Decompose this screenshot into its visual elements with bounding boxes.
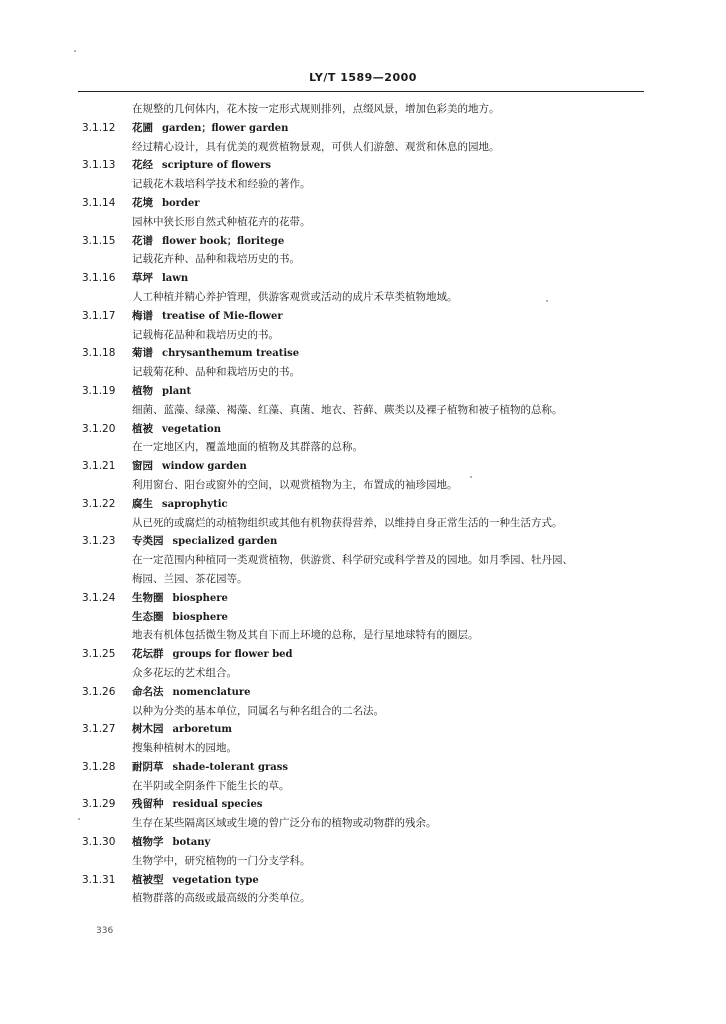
clause-number: 3.1.29 xyxy=(82,798,116,811)
term-english: garden；flower garden xyxy=(162,122,289,134)
term-label xyxy=(132,532,277,552)
scan-speck xyxy=(470,476,472,478)
definition-line xyxy=(0,250,726,269)
definition-text: 生物学中，研究植物的一门分支学科。 xyxy=(132,854,311,867)
definition-text: 在一定范围内种植同一类观赏植物，供游赏、科学研究或科学普及的园地。如月季园、牡丹园、 xyxy=(132,554,573,567)
term-english: biosphere xyxy=(172,611,228,623)
term-heading-line xyxy=(0,683,726,702)
term-heading-line xyxy=(0,420,726,439)
scan-speck xyxy=(74,50,76,52)
clause-number: 3.1.30 xyxy=(82,836,116,849)
term-chinese: 生物圈 xyxy=(132,591,164,604)
scan-speck xyxy=(78,818,80,820)
term-chinese: 花经 xyxy=(132,159,153,172)
definition-text: 细菌、蓝藻、绿藻、褐藻、红藻、真菌、地衣、苔藓、蕨类以及裸子植物和被子植物的总称。 xyxy=(132,403,563,416)
definition-text: 梅园、兰园、茶花园等。 xyxy=(132,572,248,585)
definition-line xyxy=(0,664,726,683)
term-label xyxy=(132,119,288,139)
clause-number: 3.1.28 xyxy=(82,760,116,773)
term-label xyxy=(132,795,262,815)
term-chinese: 花圃 xyxy=(132,121,153,134)
definition-text: 生存在某些隔离区域或生境的曾广泛分布的植物或动物群的残余。 xyxy=(132,817,437,830)
definition-text: 记载花木栽培科学技术和经验的著作。 xyxy=(132,178,311,191)
clause-number: 3.1.17 xyxy=(82,309,116,322)
definition-line xyxy=(0,739,726,758)
term-english: arboretum xyxy=(172,724,233,736)
definition-text: 在半阴或全阴条件下能生长的草。 xyxy=(132,779,290,792)
term-label xyxy=(132,382,191,402)
definition-text: 植物群落的高级或最高级的分类单位。 xyxy=(132,892,311,905)
term-chinese: 草坪 xyxy=(132,272,153,285)
term-chinese: 菊谱 xyxy=(132,347,153,360)
term-heading-line xyxy=(0,194,726,213)
term-heading-line xyxy=(0,645,726,664)
term-heading-line xyxy=(0,344,726,363)
term-heading-line xyxy=(0,269,726,288)
definition-text: 以种为分类的基本单位，同属名与种名组合的二名法。 xyxy=(132,704,384,717)
definition-line xyxy=(0,401,726,420)
term-heading-line xyxy=(0,758,726,777)
term-chinese: 生态圈 xyxy=(132,610,164,623)
term-english: lawn xyxy=(162,273,189,285)
term-english: chrysanthemum treatise xyxy=(162,348,300,360)
term-label xyxy=(132,307,283,327)
term-label xyxy=(132,833,210,853)
definition-text: 记载梅花品种和栽培历史的书。 xyxy=(132,328,279,341)
term-english: residual species xyxy=(172,799,263,811)
definition-line xyxy=(0,514,726,533)
term-chinese: 花坛群 xyxy=(132,648,164,661)
term-heading-line xyxy=(0,720,726,739)
term-english: window garden xyxy=(162,461,247,473)
definition-text: 从已死的或腐烂的动植物组织或其他有机物获得营养，以维持自身正常生活的一种生活方式。 xyxy=(132,516,563,529)
term-label xyxy=(132,758,288,778)
clause-number: 3.1.23 xyxy=(82,535,116,548)
definition-text: 在规整的几何体内，花木按一定形式规则排列，点缀风景，增加色彩美的地方。 xyxy=(132,103,500,115)
term-chinese: 专类园 xyxy=(132,535,164,548)
definition-line xyxy=(0,551,726,570)
term-label xyxy=(132,344,299,364)
clause-number: 3.1.20 xyxy=(82,422,116,435)
term-heading-line xyxy=(0,589,726,608)
term-chinese: 梅谱 xyxy=(132,309,153,322)
term-heading-line xyxy=(0,457,726,476)
definition-line xyxy=(0,570,726,589)
term-heading-line xyxy=(0,119,726,138)
term-english: saprophytic xyxy=(162,498,228,510)
term-heading-line xyxy=(0,232,726,251)
definition-text: 搜集种植树木的园地。 xyxy=(132,742,237,755)
definition-line xyxy=(0,702,726,721)
clause-number: 3.1.12 xyxy=(82,121,116,134)
definition-text: 众多花坛的艺术组合。 xyxy=(132,666,237,679)
term-english: flower book；floritege xyxy=(162,235,285,247)
term-heading-line xyxy=(0,833,726,852)
clause-number: 3.1.25 xyxy=(82,648,116,661)
term-english: border xyxy=(162,197,200,209)
term-chinese: 耐阴草 xyxy=(132,760,164,773)
term-label xyxy=(132,683,251,703)
term-chinese: 腐生 xyxy=(132,497,153,510)
definition-text: 园林中狭长形自然式种植花卉的花带。 xyxy=(132,215,311,228)
definition-line xyxy=(0,814,726,833)
clause-number: 3.1.18 xyxy=(82,347,116,360)
term-chinese: 植物学 xyxy=(132,836,164,849)
term-label xyxy=(132,871,259,891)
definition-line xyxy=(0,175,726,194)
term-english: biosphere xyxy=(172,592,228,604)
clause-number: 3.1.24 xyxy=(82,591,116,604)
term-english: vegetation xyxy=(162,423,221,435)
term-chinese: 花境 xyxy=(132,196,153,209)
term-label xyxy=(132,194,200,214)
term-english: nomenclature xyxy=(172,686,251,698)
term-heading-line xyxy=(0,871,726,890)
clause-number: 3.1.15 xyxy=(82,234,116,247)
definition-text: 在一定地区内，覆盖地面的植物及其群落的总称。 xyxy=(132,441,363,454)
term-label xyxy=(132,457,247,477)
term-chinese: 花谱 xyxy=(132,234,153,247)
term-english: treatise of Mie-flower xyxy=(162,310,283,322)
definition-line xyxy=(0,138,726,157)
definition-text: 记载菊花种、品种和栽培历史的书。 xyxy=(132,366,300,379)
term-english: vegetation type xyxy=(172,874,259,886)
clause-number: 3.1.19 xyxy=(82,384,116,397)
clause-number: 3.1.21 xyxy=(82,460,116,473)
term-label xyxy=(132,420,221,440)
definition-line xyxy=(0,288,726,307)
term-english: shade-tolerant grass xyxy=(172,761,288,773)
definition-line xyxy=(0,476,726,495)
clause-number: 3.1.27 xyxy=(82,723,116,736)
term-chinese: 植被型 xyxy=(132,873,164,886)
definition-text: 利用窗台、阳台或窗外的空间，以观赏植物为主，布置成的袖珍园地。 xyxy=(132,478,458,491)
definition-line xyxy=(0,213,726,232)
term-heading-line xyxy=(0,608,726,627)
clause-number: 3.1.22 xyxy=(82,497,116,510)
term-chinese: 植物 xyxy=(132,384,153,397)
term-label xyxy=(132,495,228,515)
term-heading-line xyxy=(0,307,726,326)
term-label xyxy=(132,232,284,252)
definition-line xyxy=(0,889,726,908)
standard-number-header: LY/T 1589—2000 xyxy=(309,71,417,84)
term-heading-line xyxy=(0,156,726,175)
term-label xyxy=(132,589,228,609)
definition-line xyxy=(0,626,726,645)
term-entries xyxy=(0,100,726,908)
clause-number: 3.1.31 xyxy=(82,873,116,886)
term-chinese: 命名法 xyxy=(132,685,164,698)
page-number: 336 xyxy=(96,926,114,936)
definition-line xyxy=(0,326,726,345)
term-chinese: 窗园 xyxy=(132,460,153,473)
term-heading-line xyxy=(0,382,726,401)
term-english: scripture of flowers xyxy=(162,160,272,172)
term-chinese: 植被 xyxy=(132,422,153,435)
term-heading-line xyxy=(0,495,726,514)
term-chinese: 残留种 xyxy=(132,798,164,811)
definition-line xyxy=(0,363,726,382)
definition-text: 人工种植并精心养护管理，供游客观赏或活动的成片禾草类植物地域。 xyxy=(132,290,458,303)
term-english: plant xyxy=(162,385,192,397)
definition-line xyxy=(0,438,726,457)
term-label xyxy=(132,645,293,665)
definition-text: 记载花卉种、品种和栽培历史的书。 xyxy=(132,253,300,266)
term-english: groups for flower bed xyxy=(172,649,293,661)
term-label xyxy=(132,156,271,176)
definition-line xyxy=(0,852,726,871)
header-rule xyxy=(78,91,644,92)
term-chinese: 树木园 xyxy=(132,723,164,736)
term-label xyxy=(132,608,228,628)
definition-line xyxy=(0,777,726,796)
term-heading-line xyxy=(0,795,726,814)
clause-number: 3.1.14 xyxy=(82,196,116,209)
scan-speck xyxy=(546,300,548,302)
term-english: specialized garden xyxy=(172,536,278,548)
term-english: botany xyxy=(172,837,211,849)
term-label xyxy=(132,269,188,289)
definition-text: 地表有机体包括微生物及其自下而上环境的总称，是行星地球特有的圈层。 xyxy=(132,629,479,642)
term-label xyxy=(132,720,232,740)
definition-text: 经过精心设计，具有优美的观赏植物景观，可供人们游憩、观赏和休息的园地。 xyxy=(132,140,500,153)
clause-number: 3.1.13 xyxy=(82,159,116,172)
definition-line xyxy=(0,100,726,119)
term-heading-line xyxy=(0,532,726,551)
clause-number: 3.1.26 xyxy=(82,685,116,698)
clause-number: 3.1.16 xyxy=(82,272,116,285)
